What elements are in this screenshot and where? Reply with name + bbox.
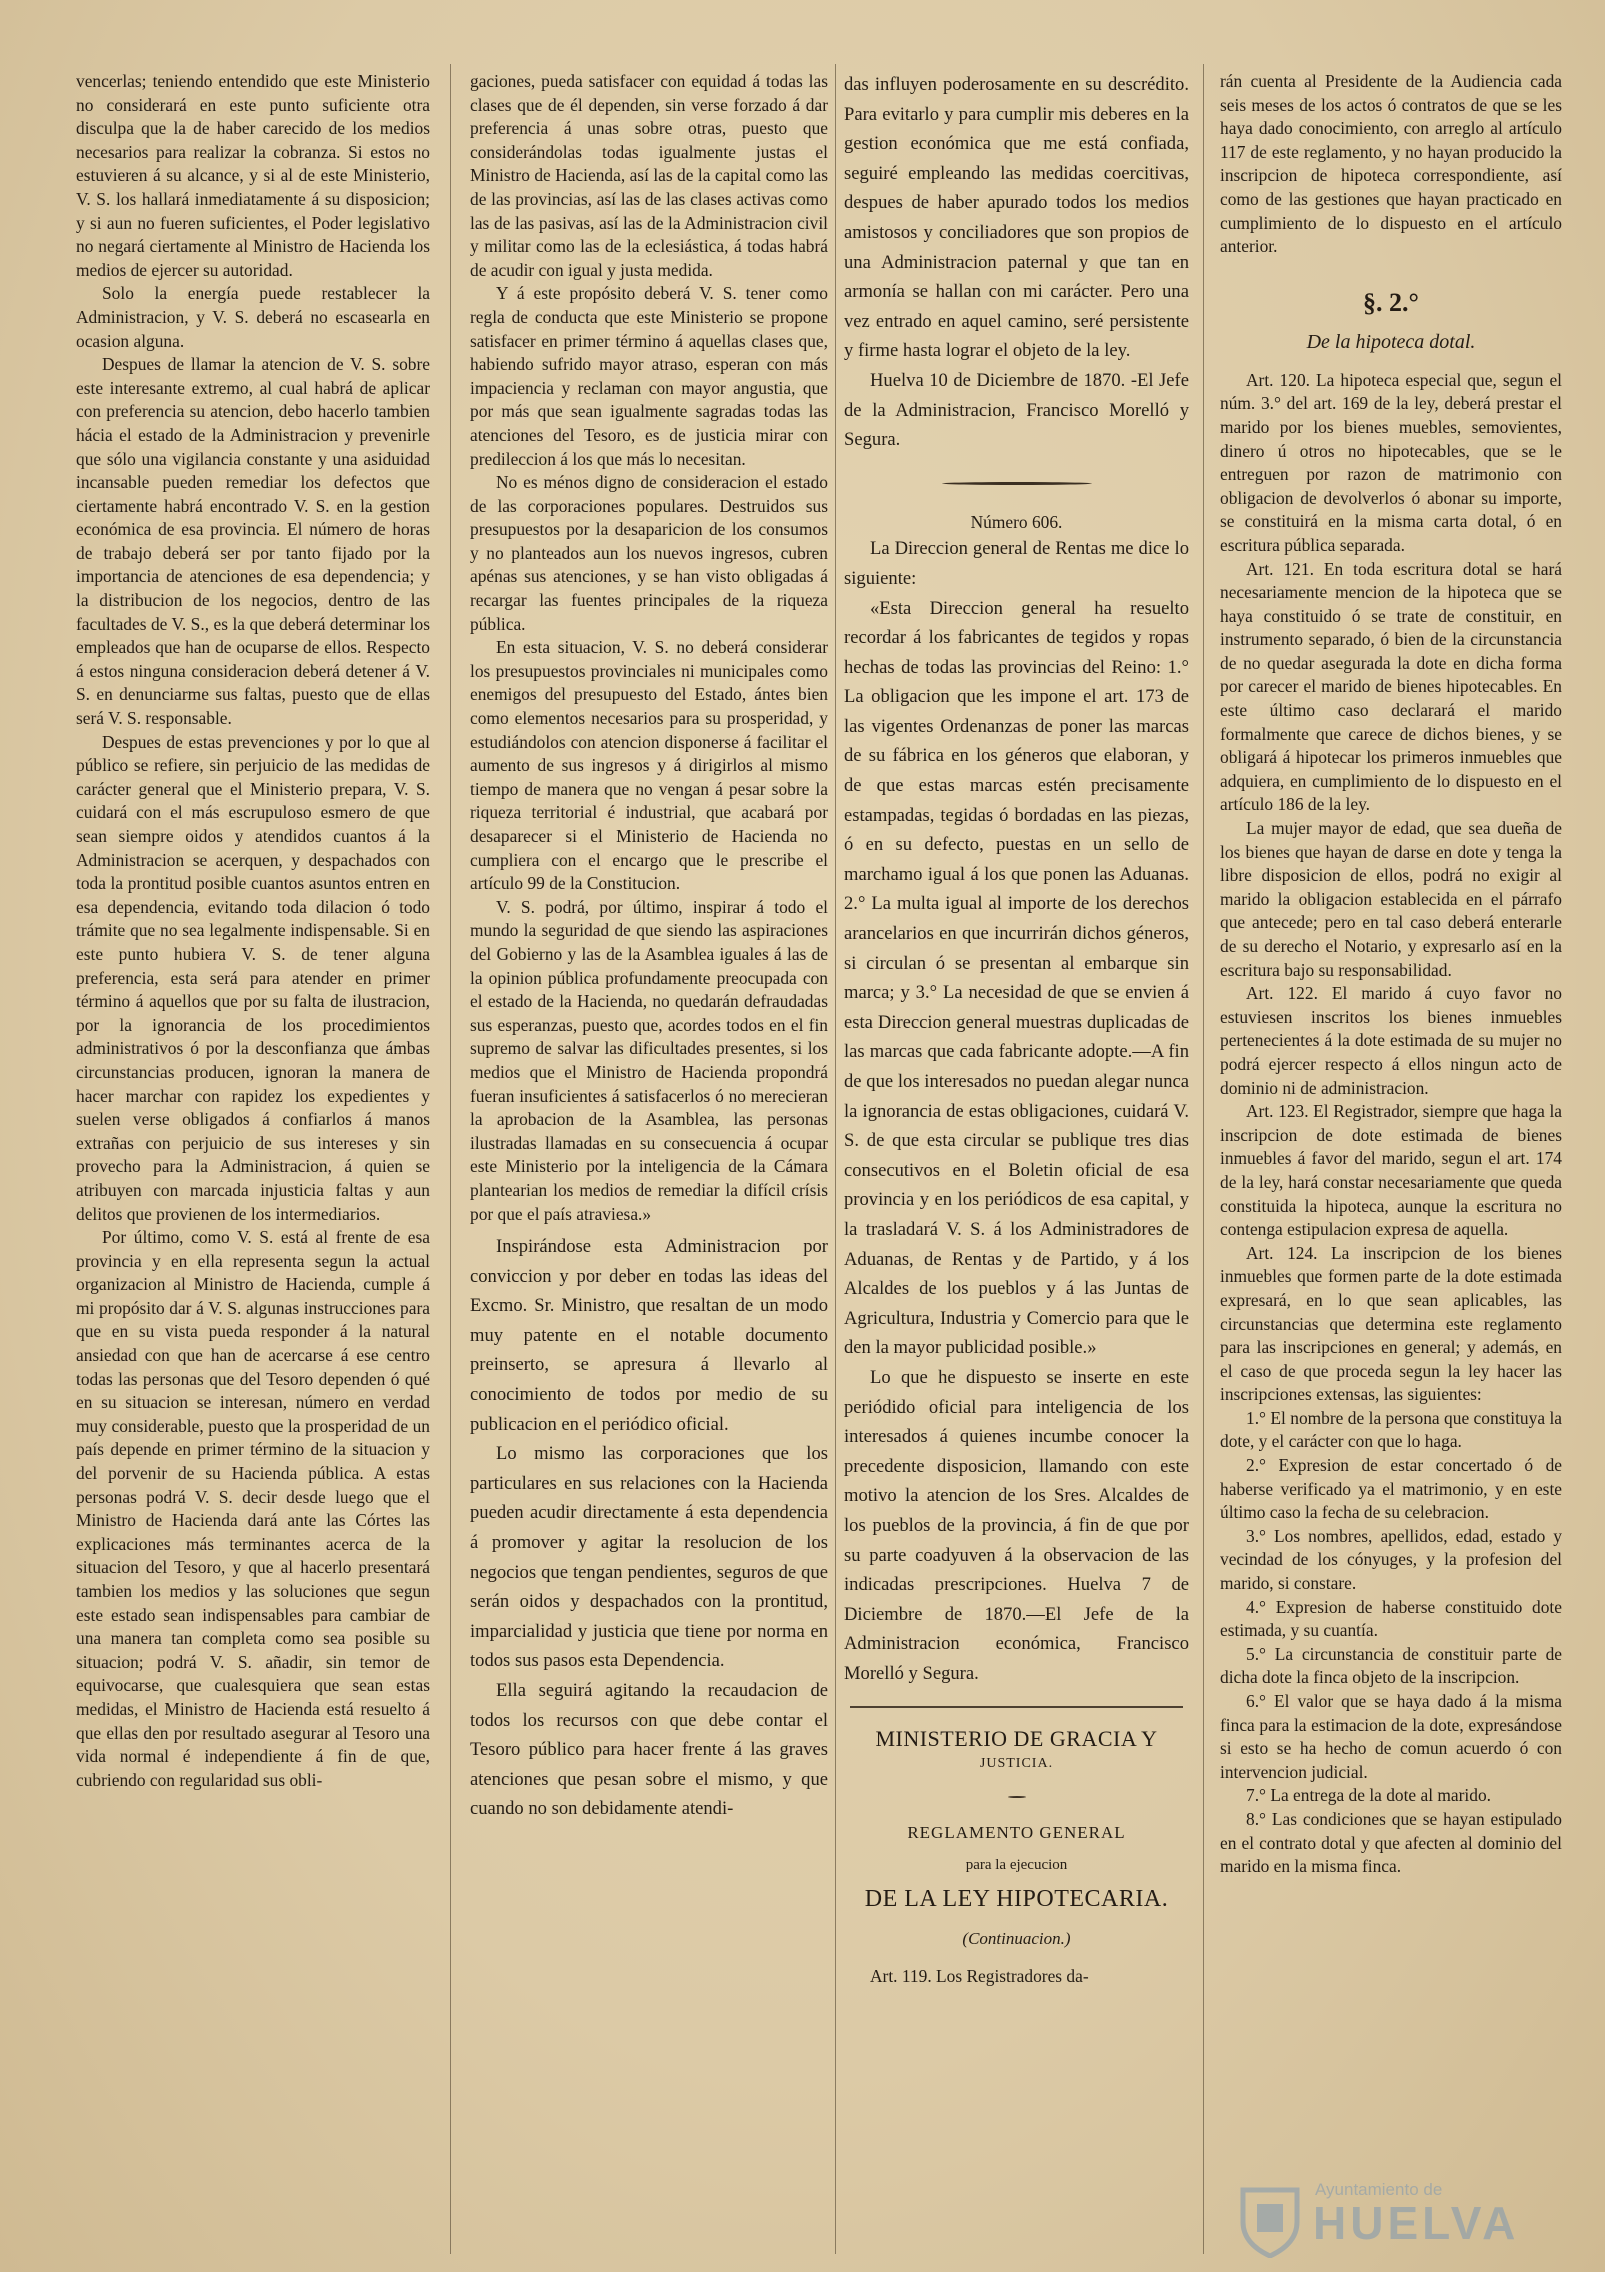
paragraph: Art. 120. La hipoteca especial que, segun el núm. 3.° del art. 169 de la ley, deberá prestar el marido por los bienes muebles, semovientes, dinero ú otros no hipotecables, que se le entreguen por razon de matrimonio con obligacion de devolverlos ó abonar su importe, se constituirá en la misma carta dotal, ó en escritura pública separada. <box>1220 369 1562 555</box>
list-item: 6.° El valor que se haya dado á la misma finca para la estimacion de la dote, expresándose si esto se ha hecho de comun acuerdo ó con intervencion judicial. <box>1220 1691 1562 1782</box>
paragraph: Art. 124. La inscripcion de los bienes inmuebles que formen parte de la dote estimada expresará, en lo que sean aplicables, las circunstancias que determina este reglamento para las inscripciones en general; y además, en el caso de que proceda segun la ley hacer las inscripciones extensas, las siguientes: <box>1220 1242 1562 1405</box>
column-3 <box>844 70 1189 2260</box>
regulation-title: REGLAMENTO GENERAL <box>907 1823 1126 1843</box>
paragraph: Inspirándose esta Administracion por conviccion y por deber en todas las ideas del Excmo. Sr. Ministro, que resaltan de un modo muy patente en el notable documento preinserto, se apresura á llevarlo al conocimiento de todos por medio de su publicacion en el periódico oficial. <box>470 1236 828 1435</box>
list-item: 8.° Las condiciones que se hayan estipulado en el contrato dotal y que afecten al dominio del marido en la misma finca. <box>1220 1808 1562 1877</box>
paragraph: «Esta Direccion general ha resuelto recordar á los fabricantes de tegidos y ropas hechas de todas las provincias del Reino: 1.° La obligacion que les impone el art. 173 de las vigentes Ordenanzas de poner las marcas de su fábrica en los géneros que elaboran, y de que estas marcas estén precisamente estampadas, tegidas ó bordadas en las piezas, ó en su defecto, puestas en un sello de marchamo igual á los que ponen las Aduanas. 2.° La multa igual al importe de los derechos arancelarios en que incurrirán dichos géneros, si circulan ó se presentan al embarque sin marca; y 3.° La necesidad de que se envien á esta Direccion general muestras duplicadas de las marcas que cada fabricante adopte.—A fin de que los interesados no puedan alegar nunca la ignorancia de estas obligaciones, cuidará V. S. de que esta circular se publique tres dias consecutivos en el Boletin oficial de esa provincia y en los periódicos de esa capital, y la trasladará V. S. á los Administradores de Aduanas, de Rentas y de Partido, y á los Alcaldes de los pueblos y á las Juntas de Agricultura, Industria y Comercio para que le den la mayor publicidad posible.» <box>844 597 1189 1359</box>
list-item: 7.° La entrega de la dote al marido. <box>1246 1785 1492 1806</box>
paragraph: Por último, como V. S. está al frente de esa provincia y en ella representa segun la actual organizacion al Ministro de Hacienda, cumple á mi propósito dar á V. S. algunas instrucciones para que en su vista pueda responder á la natural ansiedad con que han de acercarse á ese centro todas las personas que del Tesoro dependen ó qué en su situacion se interesan, número en verdad muy considerable, puesto que la prosperidad de un país depende en primer término de la situacion y del porvenir de su Hacienda pública. A estas personas podrá V. S. decir desde luego que el Ministro de Hacienda dará ante las Córtes las explicaciones más terminantes acerca de la situacion del Tesoro, y que al hacerlo presentará tambien los medios y las soluciones que segun este estado sean indispensables para cambiar de una manera tan completa como sea posible su situacion; podrá V. S. añadir, sin temor de equivocarse, que cualesquiera que sean estas medidas, el Ministro de Hacienda está resuelto á que ellas den por resultado asegurar al Tesoro una vida normal é independiente á fin de que, cubriendo con regularidad sus obli- <box>76 1227 430 1790</box>
list-item: 4.° Expresion de haberse constituido dote estimada, y su cuantía. <box>1220 1596 1562 1641</box>
paragraph: Despues de estas prevenciones y por lo que al público se refiere, sin perjuicio de las medidas de carácter general que el Ministerio prepara, V. S. cuidará con el más escrupuloso esmero de que sean siempre oidos y atendidos cuantos á la Administracion se acerquen, y despachados con toda la prontitud posible cuantos asuntos entren en esa dependencia, evitando toda dilacion ó todo trámite que no sea legalmente indispensable. Si en este punto hubiera V. S. de tener alguna preferencia, esta será para atender en primer término á aquellos que por su falta de ilustracion, por la ignorancia de los procedimientos administrativos ó por la desconfianza que ámbas circunstancias producen, ignoran la manera de hacer marchar con rapidez los expedientes y suelen verse obligados á confiarlos á manos extrañas con perjuicio de sus intereses y sin provecho para la Administracion, á quien se atribuyen con marcada injusticia faltas y aun delitos que provienen de los intermediarios. <box>76 731 430 1224</box>
section-heading: §. 2.° <box>1363 287 1419 317</box>
paragraph: Art. 123. El Registrador, siempre que haga la inscripcion de dote estimada de bienes inmuebles á favor del marido, segun el art. 174 de la ley, hará constar necesariamente que queda constituida la hipoteca, aunque la escritura no contenga estipulacion expresa de aquella. <box>1220 1101 1562 1240</box>
signature-paragraph: Huelva 10 de Diciembre de 1870. -El Jefe de la Administracion, Francisco Morelló y Segura. <box>844 369 1189 451</box>
paragraph: Ella seguirá agitando la recaudacion de todos los recursos con que debe contar el Tesoro público para hacer frente á las graves atenciones que pesan sobre el mismo, y que cuando no son debidamente atendi- <box>470 1680 828 1820</box>
paragraph: gaciones, pueda satisfacer con equidad á todas las clases que de él dependen, sin verse forzado á dar preferencia á unas sobre otras, puesto que considerándolas todas igualmente justas el Ministro de Hacienda, así las de la capital como las de las provincias, así las de las clases activas como las de las pasivas, así las de la Administracion civil y militar como las de la eclesiástica, á todas habrá de acudir con igual y justa medida. <box>470 71 828 280</box>
paragraph: Lo que he dispuesto se inserte en este periódido oficial para inteligencia de los interesados á quienes incumbe conocer la precedente disposicion, llamando con este motivo la atencion de los Sres. Alcaldes de los pueblos de la provincia, á fin de que por su parte coadyuven á la observacion de las indicadas prescripciones. Huelva 7 de Diciembre de 1870.—El Jefe de la Administracion económica, Francisco Morelló y Segura. <box>844 1366 1189 1684</box>
ministry-title: MINISTERIO DE GRACIA Y <box>875 1726 1158 1752</box>
watermark-big-text: HUELVA <box>1313 2197 1520 2249</box>
section-title: De la hipoteca dotal. <box>1306 330 1476 353</box>
list-item: 5.° La circunstancia de constituir parte de dicha dote la finca objeto de la inscripcion. <box>1220 1643 1562 1688</box>
paragraph: das influyen poderosamente en su descrédito. Para evitarlo y para cumplir mis deberes en la gestion económica que me está confiada, seguiré empleando las medidas coercitivas, despues de haber apurado todos los medios amistosos y conciliadores que son propios de una Administracion paternal y que tan en armonía se hallan con mi carácter. Pero una vez entrado en aquel camino, seré persistente y firme hasta lograr el objeto de la ley. <box>844 74 1189 362</box>
continuation-label: (Continuacion.) <box>962 1929 1071 1949</box>
list-item: 1.° El nombre de la persona que constituya la dote, y el carácter con que lo haga. <box>1220 1407 1562 1452</box>
paragraph: Solo la energía puede restablecer la Administracion, y V. S. deberá no escasearla en ocasion alguna. <box>76 283 430 351</box>
column-4 <box>1220 70 1562 2260</box>
paragraph: vencerlas; teniendo entendido que este Ministerio no considerará en este punto suficiente otra disculpa que la de haber carecido de los medios necesarios para realizar la cobranza. Si estos no estuvieren á su alcance, y si al de este Ministerio, V. S. los hallará inmediatamente á su disposicion; y si aun no fueren suficientes, el Poder legislativo no negará ciertamente al Ministro de Hacienda los medios de ejercer su autoridad. <box>76 71 430 280</box>
paragraph: Lo mismo las corporaciones que los particulares en sus relaciones con la Hacienda pueden acudir directamente á esta dependencia á promover y agitar la resolucion de los negocios que tengan pendientes, seguros de que serán oidos y despachados con la prontitud, imparcialidad y justicia que tiene por norma en todos sus pasos esta Dependencia. <box>470 1443 828 1672</box>
paragraph: En esta situacion, V. S. no deberá considerar los presupuestos provinciales ni municipales como enemigos del presupuesto del Estado, ántes bien como elementos necesarios para su prosperidad, y estudiándolos con atencion disponerse á facilitar el aumento de sus ingresos y á dirigirlos al mismo tiempo de manera que no vengan á pesar sobre la riqueza territorial é industrial, que acabará por desaparecer si el Ministerio de Hacienda no cumpliera con el encargo que le prescribe el artículo 99 de la Constitucion. <box>470 637 828 894</box>
paragraph: Despues de llamar la atencion de V. S. sobre este interesante extremo, al cual habrá de aplicar con preferencia su atencion, debo hacerlo tambien hácia el estado de la Administracion y prevenirle que sólo una vigilancia constante y una asiduidad incansable pueden remediar los defectos que ciertamente habrá encontrado V. S. en la gestion económica de esa provincia. El número de horas de trabajo deberá ser por tanto fijado por la importancia de atenciones de esa dependencia; y la distribucion de los negocios, dentro de las facultades de V. S., es la que deberá determinar los empleados que han de ocuparse de ellos. Respecto á estos ninguna consideracion deberá detener á V. S. en denunciarme sus faltas, puesto que de ellas será V. S. responsable. <box>76 354 430 729</box>
ministry-subtitle: JUSTICIA. <box>979 1756 1054 1772</box>
short-dash <box>844 1778 1189 1808</box>
ornamental-dash <box>844 465 1189 495</box>
paragraph: Art. 121. En toda escritura dotal se hará necesariamente mencion de la hipoteca que se haya constituido ó se trate de constituir, en instrumento separado, ó bien de la circunstancia de no quedar asegurada la dote en dicha forma por carecer el marido de bienes hipotecables. En este último caso declarará el marido formalmente que carece de dichos bienes, y se obligará á hipotecar los primeros inmuebles que adquiera, en cumplimiento de lo dispuesto en el artículo 186 de la ley. <box>1220 558 1562 815</box>
regulation-subtitle: para la ejecucion <box>965 1857 1068 1874</box>
paragraph: V. S. podrá, por último, inspirar á todo el mundo la seguridad de que siendo las aspiraciones del Gobierno y las de la Asamblea iguales á las de la opinion pública profundamente preocupada con el estado de la Hacienda, no quedarán defraudadas sus esperanzas, puesto que, acordes todos en el fin supremo de salvar las dificultades presentes, si los medios que el Ministro de Hacienda propondrá fueran insuficientes á satisfacerlos ó no merecieran la aprobacion de la Asamblea, las personas ilustradas llamadas en su consecuencia á ocupar este Ministerio por la inteligencia de la Cámara plantearian los medios de remediar la difícil crísis por que el país atraviesa.» <box>470 896 828 1224</box>
paragraph: No es ménos digno de consideracion el estado de las corporaciones populares. Destruidos sus presupuestos por la desaparicion de los consumos y no planteados aun los nuevos ingresos, cubren apénas sus atenciones, y se han visto obligadas á recargar las fuentes principales de la riqueza pública. <box>470 472 828 634</box>
paragraph: Y á este propósito deberá V. S. tener como regla de conducta que este Ministerio se propone satisfacer en primer término á aquellas clases que, habiendo sufrido mayor atraso, esperan con más impaciencia y reclaman con mayor angustia, que por más que sean igualmente sagradas todas las atenciones del Tesoro, es de justicia mirar con predileccion á los que más lo necesitan. <box>470 283 828 469</box>
archive-watermark <box>1225 2180 1565 2260</box>
city-shield-icon <box>1235 2182 1305 2258</box>
column-1 <box>76 70 430 2260</box>
paragraph: La Direccion general de Rentas me dice lo siguiente: <box>844 538 1189 589</box>
law-title: DE LA LEY HIPOTECARIA. <box>864 1886 1169 1913</box>
paragraph: Art. 119. Los Registradores da- <box>870 1965 1089 1986</box>
watermark-small-text: Ayuntamiento de <box>1315 2180 1443 2199</box>
column-divider <box>1203 64 1204 2254</box>
section-rule <box>850 1706 1183 1708</box>
list-item: 3.° Los nombres, apellidos, edad, estado y vecindad de los cónyuges, y la profesion del marido, si constare. <box>1220 1525 1562 1594</box>
column-2 <box>470 70 828 2260</box>
column-divider <box>450 64 451 2254</box>
list-item: 2.° Expresion de estar concertado ó de haberse verificado ya el matrimonio, y en este último caso la fecha de su celebracion. <box>1220 1455 1562 1523</box>
paragraph: La mujer mayor de edad, que sea dueña de los bienes que hayan de darse en dote y tenga la libre disposicion de ellos, podrá no exigir al marido la obligacion establecida en el párrafo que antecede; pero en tal caso deberá enterarle de su derecho el Notario, y expresarlo así en la escritura bajo su responsabilidad. <box>1220 818 1562 980</box>
notice-number: Número 606. <box>970 512 1063 533</box>
paragraph: Art. 122. El marido á cuyo favor no estuviesen inscritos los bienes inmuebles pertenecientes á la dote estimada de su mujer no podrá ejercer respecto á ellos ningun acto de dominio ni de administracion. <box>1220 983 1562 1098</box>
paragraph: rán cuenta al Presidente de la Audiencia cada seis meses de los actos ó contratos de que se les haya dado conocimiento, con arreglo al artículo 117 de este reglamento, y no hayan producido la inscripcion de hipoteca correspondiente, así como de las gestiones que hayan practicado en cumplimiento de lo dispuesto en el artículo anterior. <box>1220 71 1562 257</box>
column-divider <box>835 64 836 2254</box>
